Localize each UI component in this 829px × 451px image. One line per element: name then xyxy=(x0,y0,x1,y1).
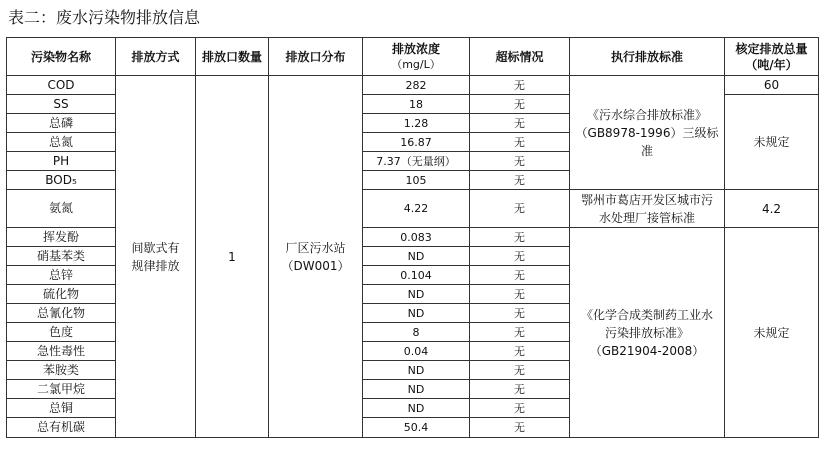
concentration-value: 105 xyxy=(363,171,470,190)
exceed-status: 无 xyxy=(470,190,570,228)
header-outlet-count: 排放口数量 xyxy=(196,38,269,76)
standard-group-1 xyxy=(570,76,725,190)
emission-table xyxy=(6,37,819,438)
total-ammonia: 4.2 xyxy=(725,190,819,228)
header-concentration-unit: （mg/L） xyxy=(391,57,441,71)
outlet-count-cell: 1 xyxy=(196,76,269,438)
concentration-value: 282 xyxy=(363,76,470,95)
header-total-unit: （吨/年） xyxy=(745,57,798,72)
concentration-value: ND xyxy=(363,285,470,304)
concentration-value: 8 xyxy=(363,323,470,342)
header-concentration-title: 排放浓度 xyxy=(391,41,440,56)
concentration-value: ND xyxy=(363,361,470,380)
pollutant-name: 硫化物 xyxy=(7,285,116,304)
outlet-location-line2: （DW001） xyxy=(281,258,350,273)
pollutant-name: SS xyxy=(7,95,116,114)
concentration-value: ND xyxy=(363,304,470,323)
standard-group-3-line3: （GB21904-2008） xyxy=(589,343,705,358)
exceed-status: 无 xyxy=(470,323,570,342)
pollutant-name: 硝基苯类 xyxy=(7,247,116,266)
pollutant-name: 总氮 xyxy=(7,133,116,152)
exceed-status: 无 xyxy=(470,266,570,285)
header-total-title: 核定排放总量 xyxy=(735,41,808,56)
pollutant-name: 挥发酚 xyxy=(7,228,116,247)
exceed-status: 无 xyxy=(470,247,570,266)
exceed-status: 无 xyxy=(470,76,570,95)
standard-group-3-line2: 污染排放标准》 xyxy=(604,325,689,340)
outlet-location-cell xyxy=(269,76,363,438)
exceed-status: 无 xyxy=(470,171,570,190)
concentration-value: ND xyxy=(363,247,470,266)
pollutant-name: 急性毒性 xyxy=(7,342,116,361)
pollutant-name: 总铜 xyxy=(7,399,116,418)
header-pollutant: 污染物名称 xyxy=(7,38,116,76)
standard-group-2 xyxy=(570,190,725,228)
concentration-value: 4.22 xyxy=(363,190,470,228)
pollutant-name: 苯胺类 xyxy=(7,361,116,380)
pollutant-name: PH xyxy=(7,152,116,171)
header-concentration xyxy=(363,38,470,76)
discharge-method-line2: 规律排放 xyxy=(131,258,180,273)
discharge-method-cell xyxy=(116,76,196,438)
header-method: 排放方式 xyxy=(116,38,196,76)
concentration-value: 0.04 xyxy=(363,342,470,361)
standard-group-1-line1: 《污水综合排放标准》 xyxy=(586,107,707,122)
table-caption: 表二：废水污染物排放信息 xyxy=(8,8,201,27)
concentration-value: 18 xyxy=(363,95,470,114)
exceed-status: 无 xyxy=(470,380,570,399)
exceed-status: 无 xyxy=(470,285,570,304)
standard-group-3 xyxy=(570,228,725,438)
standard-group-3-line1: 《化学合成类制药工业水 xyxy=(580,307,713,322)
exceed-status: 无 xyxy=(470,95,570,114)
total-group-3: 未规定 xyxy=(725,228,819,438)
pollutant-name: 氨氮 xyxy=(7,190,116,228)
pollutant-name: COD xyxy=(7,76,116,95)
table-row xyxy=(7,76,819,95)
concentration-value: 7.37（无量纲） xyxy=(363,152,470,171)
exceed-status: 无 xyxy=(470,152,570,171)
discharge-method-line1: 间歇式有 xyxy=(131,240,180,255)
standard-group-2-line1: 鄂州市葛店开发区城市污 xyxy=(580,192,713,207)
standard-group-1-line2: （GB8978-1996）三级标准 xyxy=(575,125,719,158)
header-exceed: 超标情况 xyxy=(470,38,570,76)
exceed-status: 无 xyxy=(470,361,570,380)
total-group-1: 未规定 xyxy=(725,95,819,190)
exceed-status: 无 xyxy=(470,342,570,361)
exceed-status: 无 xyxy=(470,304,570,323)
header-outlet-location: 排放口分布 xyxy=(269,38,363,76)
outlet-location-line1: 厂区污水站 xyxy=(285,240,346,255)
concentration-value: ND xyxy=(363,380,470,399)
concentration-value: 16.87 xyxy=(363,133,470,152)
concentration-value: 1.28 xyxy=(363,114,470,133)
concentration-value: 50.4 xyxy=(363,418,470,438)
exceed-status: 无 xyxy=(470,228,570,247)
concentration-value: 0.104 xyxy=(363,266,470,285)
exceed-status: 无 xyxy=(470,418,570,438)
standard-group-2-line2: 水处理厂接管标准 xyxy=(598,210,695,225)
concentration-value: 0.083 xyxy=(363,228,470,247)
pollutant-name: 总磷 xyxy=(7,114,116,133)
pollutant-name: 总有机碳 xyxy=(7,418,116,438)
header-row xyxy=(7,38,819,76)
header-standard: 执行排放标准 xyxy=(570,38,725,76)
pollutant-name: 总锌 xyxy=(7,266,116,285)
pollutant-name: 色度 xyxy=(7,323,116,342)
total-cod: 60 xyxy=(725,76,819,95)
pollutant-name: 总氰化物 xyxy=(7,304,116,323)
concentration-value: ND xyxy=(363,399,470,418)
exceed-status: 无 xyxy=(470,133,570,152)
pollutant-name: 二氯甲烷 xyxy=(7,380,116,399)
exceed-status: 无 xyxy=(470,114,570,133)
pollutant-name: BOD₅ xyxy=(7,171,116,190)
header-total xyxy=(725,38,819,76)
exceed-status: 无 xyxy=(470,399,570,418)
